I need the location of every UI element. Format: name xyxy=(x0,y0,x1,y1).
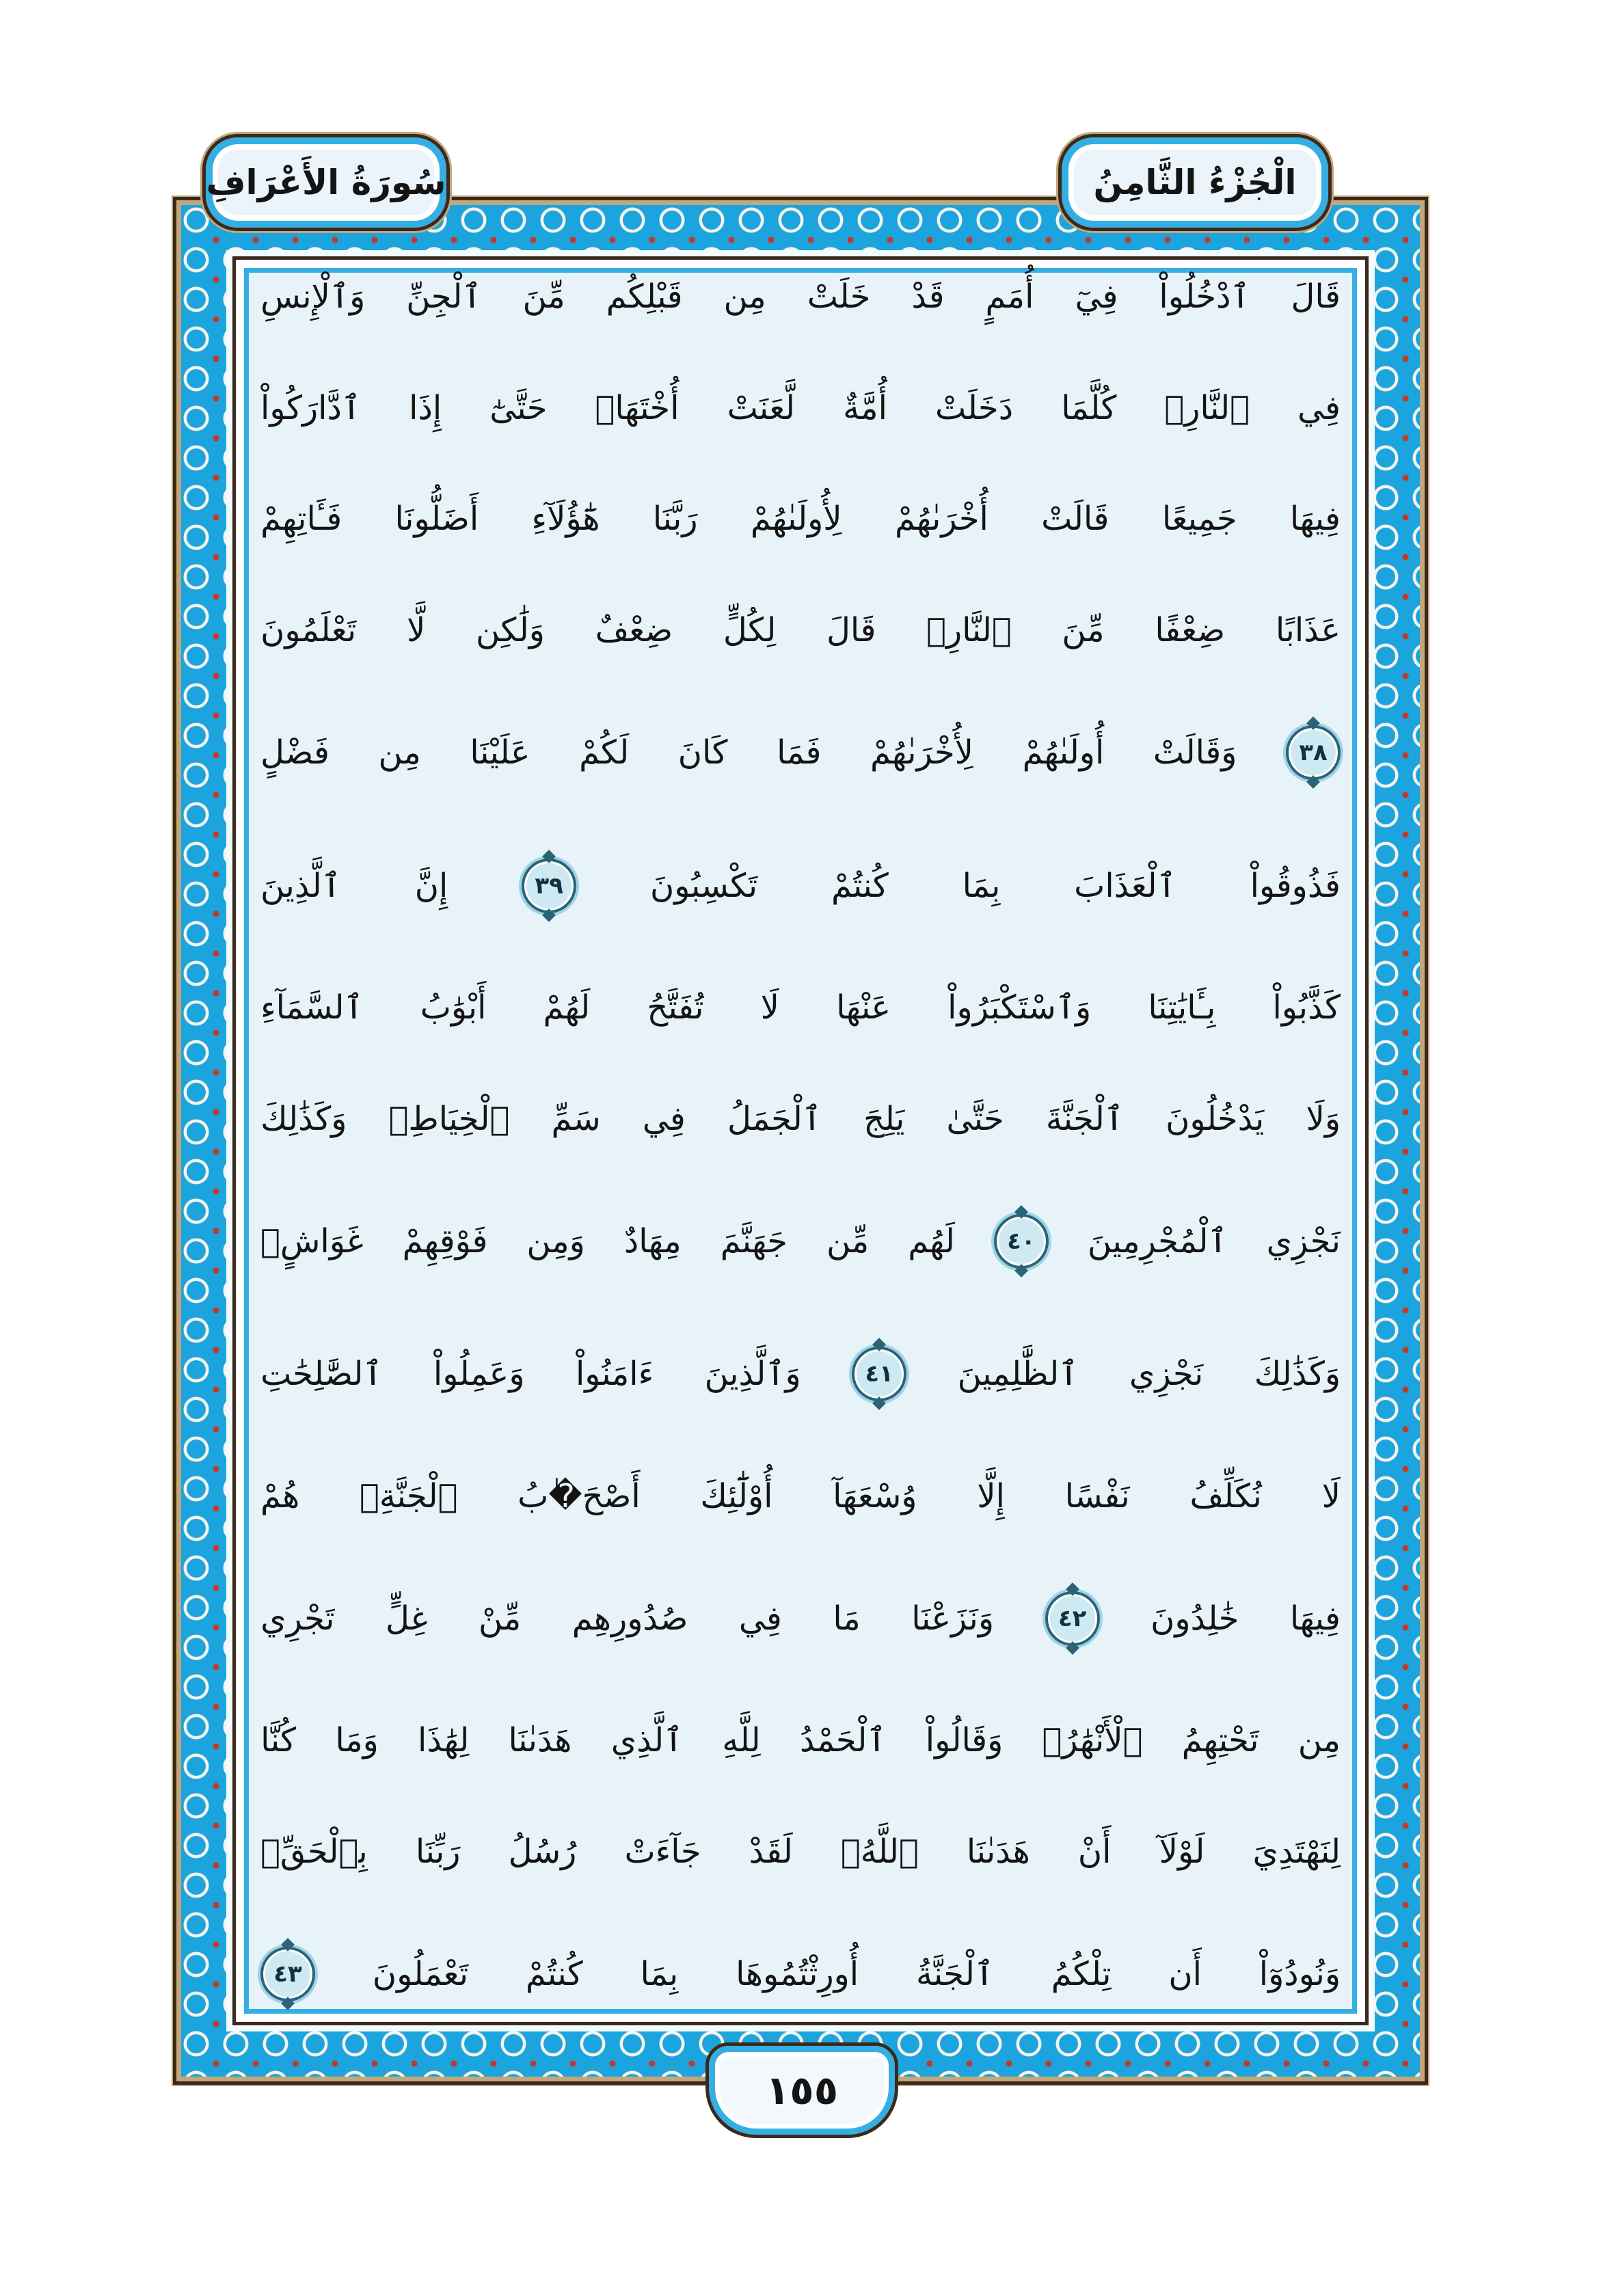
quran-word: تَعْلَمُونَ xyxy=(260,611,357,650)
quran-word: بِمَا xyxy=(962,866,1001,905)
quran-word: ضِعْفًا xyxy=(1155,611,1226,650)
quran-word: مِّنْ xyxy=(479,1599,522,1638)
quran-word: عَذَابًا xyxy=(1275,611,1341,650)
quran-word: رُسُلُ xyxy=(508,1833,577,1872)
quran-word: وَعَمِلُواْ xyxy=(433,1355,525,1394)
quran-word: كُنَّا xyxy=(260,1721,297,1760)
quran-word: وَلَٰكِن xyxy=(476,611,545,650)
quran-word: أُمَمٍ xyxy=(985,278,1034,316)
quran-line xyxy=(260,1477,1341,1516)
quran-word: مِّنَ xyxy=(1062,611,1105,650)
quran-word: بِـَٔايَٰتِنَا xyxy=(1148,988,1216,1027)
quran-word: ٱللَّهُۖ xyxy=(840,1833,919,1872)
quran-line xyxy=(260,1214,1341,1269)
quran-word: ٱلْجَنَّةِۖ xyxy=(360,1477,458,1516)
quran-word: هَٰٓؤُلَآءِ xyxy=(531,500,600,539)
quran-word: لَا xyxy=(1321,1477,1341,1516)
quran-word: نَفْسًا xyxy=(1064,1477,1130,1516)
quran-word: وَمَا xyxy=(335,1721,379,1760)
verse-end-marker: ٤٠ xyxy=(994,1214,1049,1269)
quran-word: هُمْ xyxy=(260,1477,300,1516)
quran-line xyxy=(260,859,1341,913)
quran-word: ٱلَّذِينَ xyxy=(260,866,341,905)
quran-word: أَصْحَ�ٰبُ xyxy=(517,1477,641,1516)
quran-word: كُنتُمْ xyxy=(831,866,889,905)
quran-word: ءَامَنُواْ xyxy=(575,1355,654,1394)
quran-word: فَذُوقُواْ xyxy=(1250,866,1341,905)
quran-word: لِأُولَىٰهُمْ xyxy=(750,500,842,539)
quran-word: وَٱلَّذِينَ xyxy=(704,1355,801,1394)
text-area-panel xyxy=(232,256,1369,2025)
juz-title: الْجُزْءُ الثَّامِنُ xyxy=(1093,163,1297,202)
quran-line xyxy=(260,1721,1341,1760)
quran-word: لَهُمْ xyxy=(543,988,591,1027)
quran-word: أُوْلَٰٓئِكَ xyxy=(700,1477,773,1516)
quran-line xyxy=(260,611,1341,650)
quran-word: كُلَّمَا xyxy=(1061,388,1117,427)
quran-word: مِن xyxy=(1297,1721,1341,1760)
quran-word: ٱلْجَنَّةَ xyxy=(1045,1099,1124,1138)
quran-word: قَالَ xyxy=(1291,278,1341,316)
quran-word: نَجْزِي xyxy=(1129,1355,1204,1394)
quran-word: فِي xyxy=(1297,388,1341,427)
quran-word: ٱلْحَمْدُ xyxy=(799,1721,887,1760)
surah-title: سُورَةُ الأَعْرَافِ xyxy=(206,163,446,202)
quran-word: إِنَّ xyxy=(414,866,448,905)
quran-word: جَآءَتْ xyxy=(624,1833,701,1872)
quran-word: أَضَلُّونَا xyxy=(394,500,479,539)
quran-word: خَٰلِدُونَ xyxy=(1151,1599,1239,1638)
quran-word: كُنتُمْ xyxy=(525,1954,583,1993)
quran-word: كَذَّبُواْ xyxy=(1272,988,1341,1027)
quran-line xyxy=(260,388,1341,427)
quran-word: مِهَادٌ xyxy=(623,1221,682,1260)
quran-word: إِلَّا xyxy=(977,1477,1005,1516)
quran-word: فِيهَا xyxy=(1289,500,1341,539)
quran-word: تَكْسِبُونَ xyxy=(649,866,758,905)
quran-line xyxy=(260,1591,1341,1646)
quran-word: تُفَتَّحُ xyxy=(647,988,704,1027)
quran-word: ٱلظَّٰلِمِينَ xyxy=(957,1355,1079,1394)
quran-word: أَن xyxy=(1168,1954,1202,1993)
quran-word: وَٱلْإِنسِ xyxy=(260,278,366,316)
quran-word: وُسْعَهَآ xyxy=(833,1477,917,1516)
quran-word: لِكُلٍّ xyxy=(723,611,777,650)
quran-word: أُخْتَهَاۖ xyxy=(595,388,680,427)
ornamental-border-frame xyxy=(173,197,1428,2085)
quran-word: ٱلنَّارِۖ xyxy=(1164,388,1250,427)
quran-word: أَنْ xyxy=(1077,1833,1112,1872)
quran-word: قَالَتْ xyxy=(1041,500,1109,539)
quran-word: عَنْهَا xyxy=(836,988,891,1027)
quran-word: مِن xyxy=(723,278,766,316)
quran-word: فِي xyxy=(738,1599,782,1638)
quran-word: يَلِجَ xyxy=(863,1099,905,1138)
quran-word: يَدْخُلُونَ xyxy=(1166,1099,1265,1138)
quran-word: كَانَ xyxy=(677,733,728,772)
quran-word: لِهَٰذَا xyxy=(418,1721,470,1760)
quran-word: سَمِّ xyxy=(551,1099,601,1138)
verse-end-marker: ٣٨ xyxy=(1286,725,1341,780)
quran-line xyxy=(260,1347,1341,1401)
quran-word: ٱلنَّارِۖ xyxy=(926,611,1012,650)
quran-word: فَضْلٍ xyxy=(260,733,329,772)
quran-word: وَكَذَٰلِكَ xyxy=(1254,1355,1341,1394)
quran-word: ٱدْخُلُواْ xyxy=(1159,278,1250,316)
quran-word: وَلَا xyxy=(1306,1099,1341,1138)
quran-word: لِأُخْرَىٰهُمْ xyxy=(870,733,973,772)
quran-word: لَا xyxy=(760,988,780,1027)
quran-word: لَهُم xyxy=(908,1221,955,1260)
quran-word: تَحْتِهِمُ xyxy=(1181,1721,1259,1760)
verse-end-marker: ٣٩ xyxy=(522,859,576,913)
quran-word: فِيٓ xyxy=(1075,278,1118,316)
quran-word: أُخْرَىٰهُمْ xyxy=(894,500,988,539)
quran-word: بِمَا xyxy=(640,1954,679,1993)
verse-end-marker: ٤١ xyxy=(852,1347,906,1401)
quran-word: أُمَّةٌ xyxy=(843,388,887,427)
quran-line xyxy=(260,1947,1341,2001)
quran-word: ٱلْمُجْرِمِينَ xyxy=(1087,1221,1228,1260)
juz-name-cartouche xyxy=(1058,134,1332,231)
quran-word: رَبِّنَا xyxy=(415,1833,461,1872)
quran-word: فِيهَا xyxy=(1289,1599,1341,1638)
page-number-cartouche xyxy=(705,2042,898,2138)
quran-word: ٱلْجَمَلُ xyxy=(727,1099,822,1138)
quran-word: نُكَلِّفُ xyxy=(1189,1477,1262,1516)
quran-word: عَلَيْنَا xyxy=(470,733,530,772)
quran-word: ٱلْخِيَاطِۚ xyxy=(388,1099,510,1138)
quran-word: لَّا xyxy=(406,611,426,650)
quran-word: أَبْوَٰبُ xyxy=(420,988,487,1027)
quran-word: مِّنَ xyxy=(522,278,565,316)
quran-word: خَلَتْ xyxy=(807,278,871,316)
quran-word: حَتَّىٰٓ xyxy=(489,388,548,427)
quran-word: ٱلصَّٰلِحَٰتِ xyxy=(260,1355,383,1394)
quran-word: فِي xyxy=(642,1099,686,1138)
surah-name-cartouche xyxy=(202,134,450,231)
quran-word: لَوْلَآ xyxy=(1159,1833,1205,1872)
quran-word: وَمِن xyxy=(526,1221,585,1260)
page-number: ١٥٥ xyxy=(765,2067,839,2113)
quran-word: وَكَذَٰلِكَ xyxy=(260,1099,347,1138)
quran-word: بِٱلْحَقِّۖ xyxy=(260,1833,368,1872)
quran-word: هَدَىٰنَا xyxy=(966,1833,1030,1872)
quran-word: ٱلْأَنْهَٰرُۖ xyxy=(1042,1721,1143,1760)
quran-word: غَوَاشٍۚ xyxy=(260,1221,364,1260)
quran-word: جَهَنَّمَ xyxy=(720,1221,788,1260)
quran-line xyxy=(260,278,1341,316)
quran-word: قَدْ xyxy=(911,278,945,316)
quran-word: تَجْرِي xyxy=(260,1599,335,1638)
quran-word: هَدَىٰنَا xyxy=(508,1721,572,1760)
quran-word: وَنَزَعْنَا xyxy=(911,1599,995,1638)
quran-line xyxy=(260,1833,1341,1872)
quran-word: غِلٍّ xyxy=(386,1599,428,1638)
quran-word: ٱلَّذِي xyxy=(610,1721,684,1760)
quran-lines xyxy=(260,280,1341,2001)
quran-word: جَمِيعًا xyxy=(1161,500,1237,539)
quran-word: ضِعْفٌ xyxy=(595,611,673,650)
quran-word: مَا xyxy=(833,1599,861,1638)
quran-word: لَقَدْ xyxy=(749,1833,793,1872)
quran-word: تِلْكُمُ xyxy=(1051,1954,1112,1993)
quran-word: أُولَىٰهُمْ xyxy=(1022,733,1105,772)
quran-word: ٱدَّارَكُواْ xyxy=(260,388,362,427)
quran-line xyxy=(260,1099,1341,1138)
quran-word: وَقَالَتْ xyxy=(1153,733,1237,772)
quran-word: مِن xyxy=(378,733,421,772)
quran-word: لَكُمْ xyxy=(579,733,630,772)
quran-word: فَوْقِهِمْ xyxy=(402,1221,488,1260)
quran-word: ٱلسَّمَآءِ xyxy=(260,988,364,1027)
quran-line xyxy=(260,988,1341,1027)
quran-word: رَبَّنَا xyxy=(652,500,698,539)
quran-word: لِلَّهِ xyxy=(722,1721,761,1760)
quran-line xyxy=(260,725,1341,780)
quran-word: وَٱسْتَكْبَرُواْ xyxy=(947,988,1092,1027)
quran-word: صُدُورِهِم xyxy=(571,1599,688,1638)
quran-word: لَّعَنَتْ xyxy=(727,388,796,427)
quran-word: قَبْلِكُم xyxy=(606,278,683,316)
quran-word: حَتَّىٰ xyxy=(946,1099,1004,1138)
quran-word: فَمَا xyxy=(777,733,822,772)
quran-word: لِنَهْتَدِيَ xyxy=(1252,1833,1341,1872)
verse-end-marker: ٤٣ xyxy=(260,1947,315,2001)
quran-word: دَخَلَتْ xyxy=(935,388,1014,427)
quran-line xyxy=(260,500,1341,539)
verse-end-marker: ٤٢ xyxy=(1045,1591,1100,1646)
quran-word: تَعْمَلُونَ xyxy=(372,1954,469,1993)
quran-word: مِّن xyxy=(826,1221,870,1260)
quran-word: وَنُودُوٓاْ xyxy=(1259,1954,1341,1993)
quran-word: إِذَا xyxy=(409,388,442,427)
quran-word: ٱلْعَذَابَ xyxy=(1074,866,1176,905)
quran-word: قَالَ xyxy=(826,611,876,650)
quran-word: أُورِثْتُمُوهَا xyxy=(736,1954,859,1993)
quran-word: ٱلْجِنِّ xyxy=(406,278,482,316)
quran-word: نَجْزِي xyxy=(1266,1221,1341,1260)
quran-word: فَـَٔاتِهِمْ xyxy=(260,500,342,539)
quran-word: ٱلْجَنَّةُ xyxy=(915,1954,994,1993)
quran-word: وَقَالُواْ xyxy=(925,1721,1004,1760)
